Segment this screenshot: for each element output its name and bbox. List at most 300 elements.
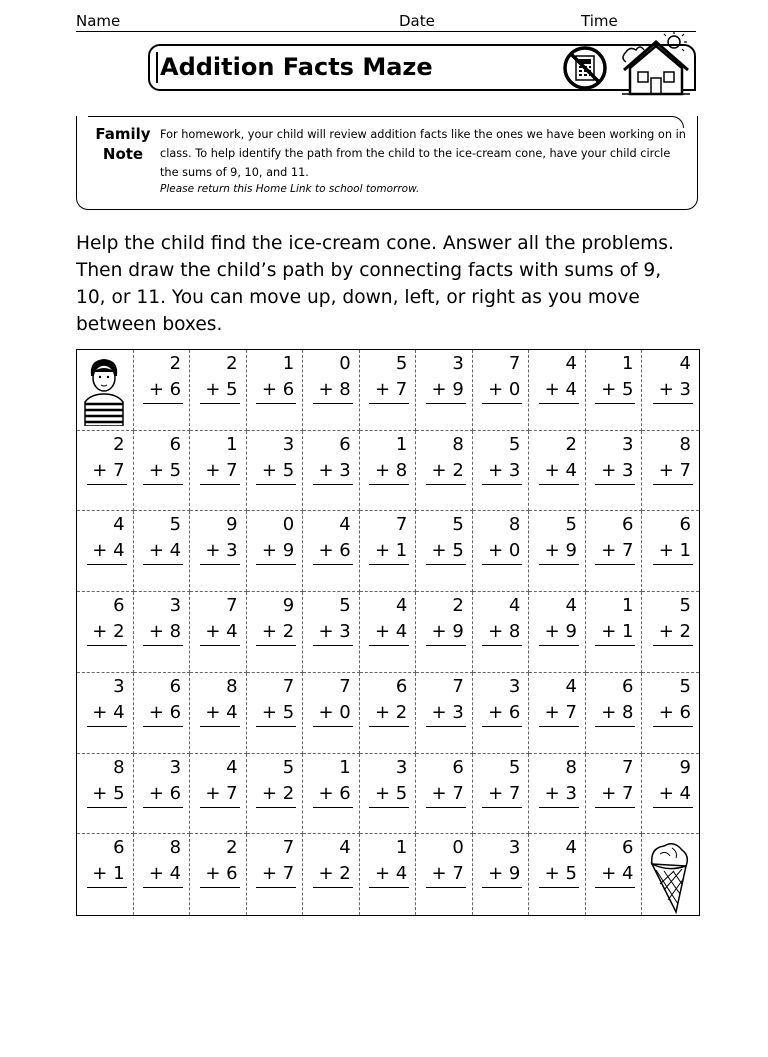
addend-top: 6 [113,837,125,859]
maze-problem-cell[interactable] [190,754,247,835]
maze-problem-cell[interactable] [247,350,304,431]
maze-problem-cell[interactable] [77,592,134,673]
addend-top: 2 [565,433,577,455]
addend-top: 7 [282,675,295,697]
answer-line [256,484,296,485]
addend-bottom: + 5 [601,379,634,400]
addend-top: 1 [226,433,238,455]
addend-top: 0 [452,837,464,859]
addend-top: 8 [226,675,238,697]
addend-top: 9 [226,514,238,536]
maze-problem-cell[interactable] [642,673,699,754]
answer-line [87,564,127,565]
addend-top: 4 [565,353,577,374]
addend-bottom: + 8 [375,459,408,481]
addend-bottom: + 4 [205,621,238,643]
answer-line [369,807,409,808]
addend-bottom: + 1 [375,540,408,562]
addend-bottom: + 6 [205,863,238,885]
addend-top: 1 [395,433,408,455]
maze-problem-cell[interactable] [642,592,699,673]
answer-line [426,403,466,404]
addend-bottom: + 4 [375,621,408,643]
addend-bottom: + 5 [431,540,464,562]
no-calculator-icon [560,45,610,91]
addend-bottom: + 4 [544,379,577,400]
addend-bottom: + 7 [205,782,238,804]
addend-top: 7 [395,514,408,536]
addend-bottom: + 3 [488,459,521,481]
answer-line [369,645,409,646]
maze-problem-cell[interactable] [529,673,586,754]
answer-line [482,484,522,485]
maze-problem-cell[interactable] [77,834,134,915]
addend-top: 8 [169,837,182,859]
addend-bottom: + 5 [148,459,182,481]
maze-problem-cell[interactable] [360,511,417,592]
addend-bottom: + 8 [148,621,182,643]
date-label: Date [399,12,435,30]
maze-problem-cell[interactable] [473,592,530,673]
maze-problem-cell[interactable] [247,592,304,673]
addend-bottom: + 7 [601,782,634,804]
addend-bottom: + 5 [205,379,238,400]
addend-bottom: + 7 [431,782,464,804]
header-rule [76,31,696,32]
addend-bottom: + 7 [205,459,238,481]
addend-top: 2 [452,595,464,617]
answer-line [87,807,127,808]
addend-bottom: + 1 [658,540,691,562]
answer-line [539,403,579,404]
addend-bottom: + 7 [488,782,521,804]
addend-top: 5 [452,514,464,536]
addend-top: 4 [565,595,577,617]
answer-line [653,807,693,808]
addend-bottom: + 6 [148,379,182,400]
answer-line [369,726,409,727]
maze-problem-cell[interactable] [416,592,473,673]
addend-bottom: + 4 [92,701,125,723]
maze-problem-cell[interactable] [247,834,304,915]
addend-bottom: + 3 [601,459,634,481]
maze-problem-cell[interactable] [642,350,699,431]
addend-top: 6 [169,675,182,697]
maze-problem-cell[interactable] [134,754,191,835]
addend-top: 3 [395,756,408,778]
maze-problem-cell[interactable] [416,350,473,431]
answer-line [426,564,466,565]
addend-top: 4 [679,353,691,374]
addend-top: 1 [622,595,634,617]
addend-top: 6 [622,675,634,697]
answer-line [143,564,183,565]
maze-start-child [77,350,134,431]
answer-line [143,484,183,485]
addend-top: 3 [452,353,464,374]
answer-line [87,726,127,727]
addend-top: 3 [169,756,182,778]
answer-line [143,726,183,727]
maze-problem-cell[interactable] [473,754,530,835]
answer-line [369,887,409,888]
maze-problem-cell[interactable] [190,511,247,592]
ice-cream-cone-icon [646,838,692,919]
addend-bottom: + 7 [375,379,408,400]
maze-problem-cell[interactable] [134,431,191,512]
answer-line [426,887,466,888]
answer-line [653,484,693,485]
maze-problem-cell[interactable] [473,350,530,431]
maze-problem-cell[interactable] [303,592,360,673]
maze-end-ice-cream [642,834,699,915]
maze-problem-cell[interactable] [529,592,586,673]
maze-problem-cell[interactable] [190,431,247,512]
maze-problem-cell[interactable] [134,673,191,754]
maze-problem-cell[interactable] [77,431,134,512]
maze-problem-cell[interactable] [190,592,247,673]
addend-bottom: + 0 [488,379,521,400]
addend-top: 7 [339,675,351,697]
child-icon [81,354,127,431]
answer-line [482,564,522,565]
addend-top: 8 [565,756,577,778]
maze-problem-cell[interactable] [303,431,360,512]
maze-problem-cell[interactable] [77,511,134,592]
addend-top: 5 [679,675,691,697]
addend-top: 5 [508,433,521,455]
maze-problem-cell[interactable] [190,834,247,915]
addend-bottom: + 0 [488,540,521,562]
addend-bottom: + 6 [658,701,691,723]
addend-top: 7 [508,353,521,374]
addend-top: 6 [395,675,408,697]
maze-problem-cell[interactable] [303,754,360,835]
answer-line [200,726,240,727]
maze-problem-cell[interactable] [642,431,699,512]
maze-problem-cell[interactable] [134,592,191,673]
addend-bottom: + 5 [544,863,577,885]
answer-line [87,645,127,646]
addend-top: 5 [679,595,691,617]
addend-top: 6 [679,514,691,536]
maze-problem-cell[interactable] [303,834,360,915]
addend-top: 6 [339,433,351,455]
maze-problem-cell[interactable] [416,431,473,512]
maze-problem-cell[interactable] [360,592,417,673]
maze-problem-cell[interactable] [586,431,643,512]
addend-bottom: + 4 [92,540,125,562]
addend-bottom: + 3 [205,540,238,562]
addend-top: 3 [282,433,295,455]
addend-bottom: + 7 [658,459,691,481]
answer-line [482,887,522,888]
maze-problem-cell[interactable] [586,592,643,673]
answer-line [595,403,635,404]
answer-line [200,887,240,888]
maze-problem-cell[interactable] [247,754,304,835]
addend-top: 0 [339,353,351,374]
addend-bottom: + 4 [658,782,691,804]
addend-bottom: + 2 [318,863,351,885]
addend-bottom: + 5 [92,782,125,804]
addend-top: 4 [339,514,351,536]
addend-bottom: + 9 [544,621,577,643]
maze-problem-cell[interactable] [303,511,360,592]
answer-line [313,887,353,888]
answer-line [482,403,522,404]
addend-top: 6 [622,514,634,536]
addend-top: 5 [508,756,521,778]
addend-bottom: + 6 [148,782,182,804]
maze-problem-cell[interactable] [529,754,586,835]
answer-line [482,726,522,727]
addend-bottom: + 5 [261,701,295,723]
maze-problem-cell[interactable] [473,673,530,754]
maze-problem-cell[interactable] [642,754,699,835]
answer-line [313,645,353,646]
answer-line [653,726,693,727]
answer-line [313,564,353,565]
maze-problem-cell[interactable] [247,511,304,592]
answer-line [313,726,353,727]
addend-top: 4 [339,837,351,859]
answer-line [595,484,635,485]
addend-bottom: + 8 [601,701,634,723]
addend-top: 2 [113,433,125,455]
addend-bottom: + 5 [261,459,295,481]
answer-line [256,564,296,565]
addend-bottom: + 3 [658,379,691,400]
addend-top: 8 [113,756,125,778]
maze-problem-cell[interactable] [134,350,191,431]
addend-bottom: + 4 [205,701,238,723]
addend-bottom: + 9 [431,621,464,643]
answer-line [595,726,635,727]
answer-line [539,484,579,485]
answer-line [539,887,579,888]
answer-line [539,564,579,565]
addend-bottom: + 8 [488,621,521,643]
maze-problem-cell[interactable] [473,834,530,915]
answer-line [595,807,635,808]
answer-line [653,645,693,646]
answer-line [426,726,466,727]
addend-top: 4 [565,837,577,859]
addend-bottom: + 3 [318,459,351,481]
addend-top: 4 [508,595,521,617]
addend-bottom: + 7 [92,459,125,481]
addend-top: 9 [282,595,295,617]
answer-line [143,645,183,646]
maze-problem-cell[interactable] [360,834,417,915]
addend-top: 8 [452,433,464,455]
answer-line [653,564,693,565]
addend-bottom: + 2 [261,782,295,804]
addend-top: 2 [226,837,238,859]
answer-line [426,645,466,646]
maze-problem-cell[interactable] [190,350,247,431]
answer-line [595,645,635,646]
addend-top: 0 [282,514,295,536]
addend-top: 3 [113,675,125,697]
addend-top: 6 [452,756,464,778]
answer-line [256,887,296,888]
answer-line [143,403,183,404]
answer-line [369,484,409,485]
addend-bottom: + 8 [318,379,351,400]
header-line [76,12,696,32]
maze-problem-cell[interactable] [77,673,134,754]
family-note-text: For homework, your child will review addition facts like the ones we have been working on in class. To help identify the path from the child to the ice-cream cone, have your child circle the sums of 9, 10, and 11. [160,128,686,179]
addend-top: 2 [169,353,182,374]
addend-bottom: + 4 [148,863,182,885]
answer-line [87,887,127,888]
addend-bottom: + 3 [318,621,351,643]
maze-problem-cell[interactable] [77,754,134,835]
maze-problem-cell[interactable] [529,511,586,592]
addend-top: 8 [679,433,691,455]
maze-problem-cell[interactable] [134,511,191,592]
maze-problem-cell[interactable] [303,673,360,754]
answer-line [256,403,296,404]
answer-line [369,403,409,404]
addend-bottom: + 6 [148,701,182,723]
name-label: Name [76,12,121,30]
answer-line [200,403,240,404]
maze-problem-cell[interactable] [642,511,699,592]
maze-problem-cell[interactable] [360,754,417,835]
maze-problem-cell[interactable] [586,511,643,592]
maze-problem-cell[interactable] [247,673,304,754]
answer-line [313,403,353,404]
answer-line [87,484,127,485]
time-label: Time [581,12,618,30]
addend-bottom: + 2 [92,621,125,643]
maze-problem-cell[interactable] [360,431,417,512]
answer-line [313,484,353,485]
maze-problem-cell[interactable] [190,673,247,754]
addend-bottom: + 4 [148,540,182,562]
addition-maze-grid [76,349,700,916]
maze-problem-cell[interactable] [360,673,417,754]
maze-problem-cell[interactable] [473,511,530,592]
answer-line [482,807,522,808]
maze-problem-cell[interactable] [529,834,586,915]
answer-line [313,807,353,808]
addend-bottom: + 3 [544,782,577,804]
answer-line [143,807,183,808]
addend-bottom: + 6 [318,782,351,804]
maze-problem-cell[interactable] [416,511,473,592]
maze-problem-cell[interactable] [416,673,473,754]
maze-problem-cell[interactable] [586,754,643,835]
maze-problem-cell[interactable] [586,834,643,915]
maze-problem-cell[interactable] [416,754,473,835]
addend-top: 5 [339,595,351,617]
addend-bottom: + 1 [92,863,125,885]
addend-bottom: + 1 [601,621,634,643]
addend-bottom: + 2 [261,621,295,643]
addend-bottom: + 5 [375,782,408,804]
addend-top: 4 [395,595,408,617]
addend-bottom: + 2 [375,701,408,723]
addend-top: 3 [508,675,521,697]
addend-top: 6 [622,837,634,859]
maze-problem-cell[interactable] [360,350,417,431]
maze-problem-cell[interactable] [303,350,360,431]
addend-bottom: + 2 [431,459,464,481]
addend-bottom: + 0 [318,701,351,723]
maze-problem-cell[interactable] [529,350,586,431]
maze-problem-cell[interactable] [134,834,191,915]
addend-bottom: + 7 [601,540,634,562]
addend-top: 6 [113,595,125,617]
answer-line [482,645,522,646]
answer-line [595,887,635,888]
addend-top: 2 [226,353,238,374]
answer-line [200,564,240,565]
maze-problem-cell[interactable] [247,431,304,512]
addend-bottom: + 4 [544,459,577,481]
maze-problem-cell[interactable] [416,834,473,915]
answer-line [539,645,579,646]
addend-top: 5 [282,756,295,778]
answer-line [426,807,466,808]
maze-problem-cell[interactable] [586,350,643,431]
answer-line [539,726,579,727]
addend-bottom: + 2 [658,621,691,643]
addend-top: 3 [169,595,182,617]
maze-problem-cell[interactable] [529,431,586,512]
addend-bottom: + 9 [431,379,464,400]
answer-line [256,645,296,646]
addend-top: 7 [226,595,238,617]
addend-top: 1 [622,353,634,374]
home-icon [618,32,694,102]
addend-bottom: + 3 [431,701,464,723]
addend-top: 3 [508,837,521,859]
addend-bottom: + 4 [375,863,408,885]
answer-line [539,807,579,808]
addend-top: 5 [395,353,408,374]
addend-top: 4 [113,514,125,536]
maze-problem-cell[interactable] [473,431,530,512]
addend-bottom: + 7 [544,701,577,723]
answer-line [426,484,466,485]
addend-top: 4 [565,675,577,697]
addend-bottom: + 6 [488,701,521,723]
answer-line [256,807,296,808]
answer-line [143,887,183,888]
answer-line [256,726,296,727]
addend-top: 5 [565,514,577,536]
addend-top: 5 [169,514,182,536]
addend-bottom: + 9 [261,540,295,562]
addend-top: 8 [508,514,521,536]
addend-bottom: + 9 [488,863,521,885]
addend-bottom: + 6 [318,540,351,562]
answer-line [653,403,693,404]
addend-top: 3 [622,433,634,455]
addend-top: 7 [282,837,295,859]
addend-top: 1 [282,353,295,374]
addend-top: 1 [395,837,408,859]
addend-bottom: + 4 [601,863,634,885]
answer-line [200,807,240,808]
family-note-label: Family Note [95,125,151,163]
maze-problem-cell[interactable] [586,673,643,754]
